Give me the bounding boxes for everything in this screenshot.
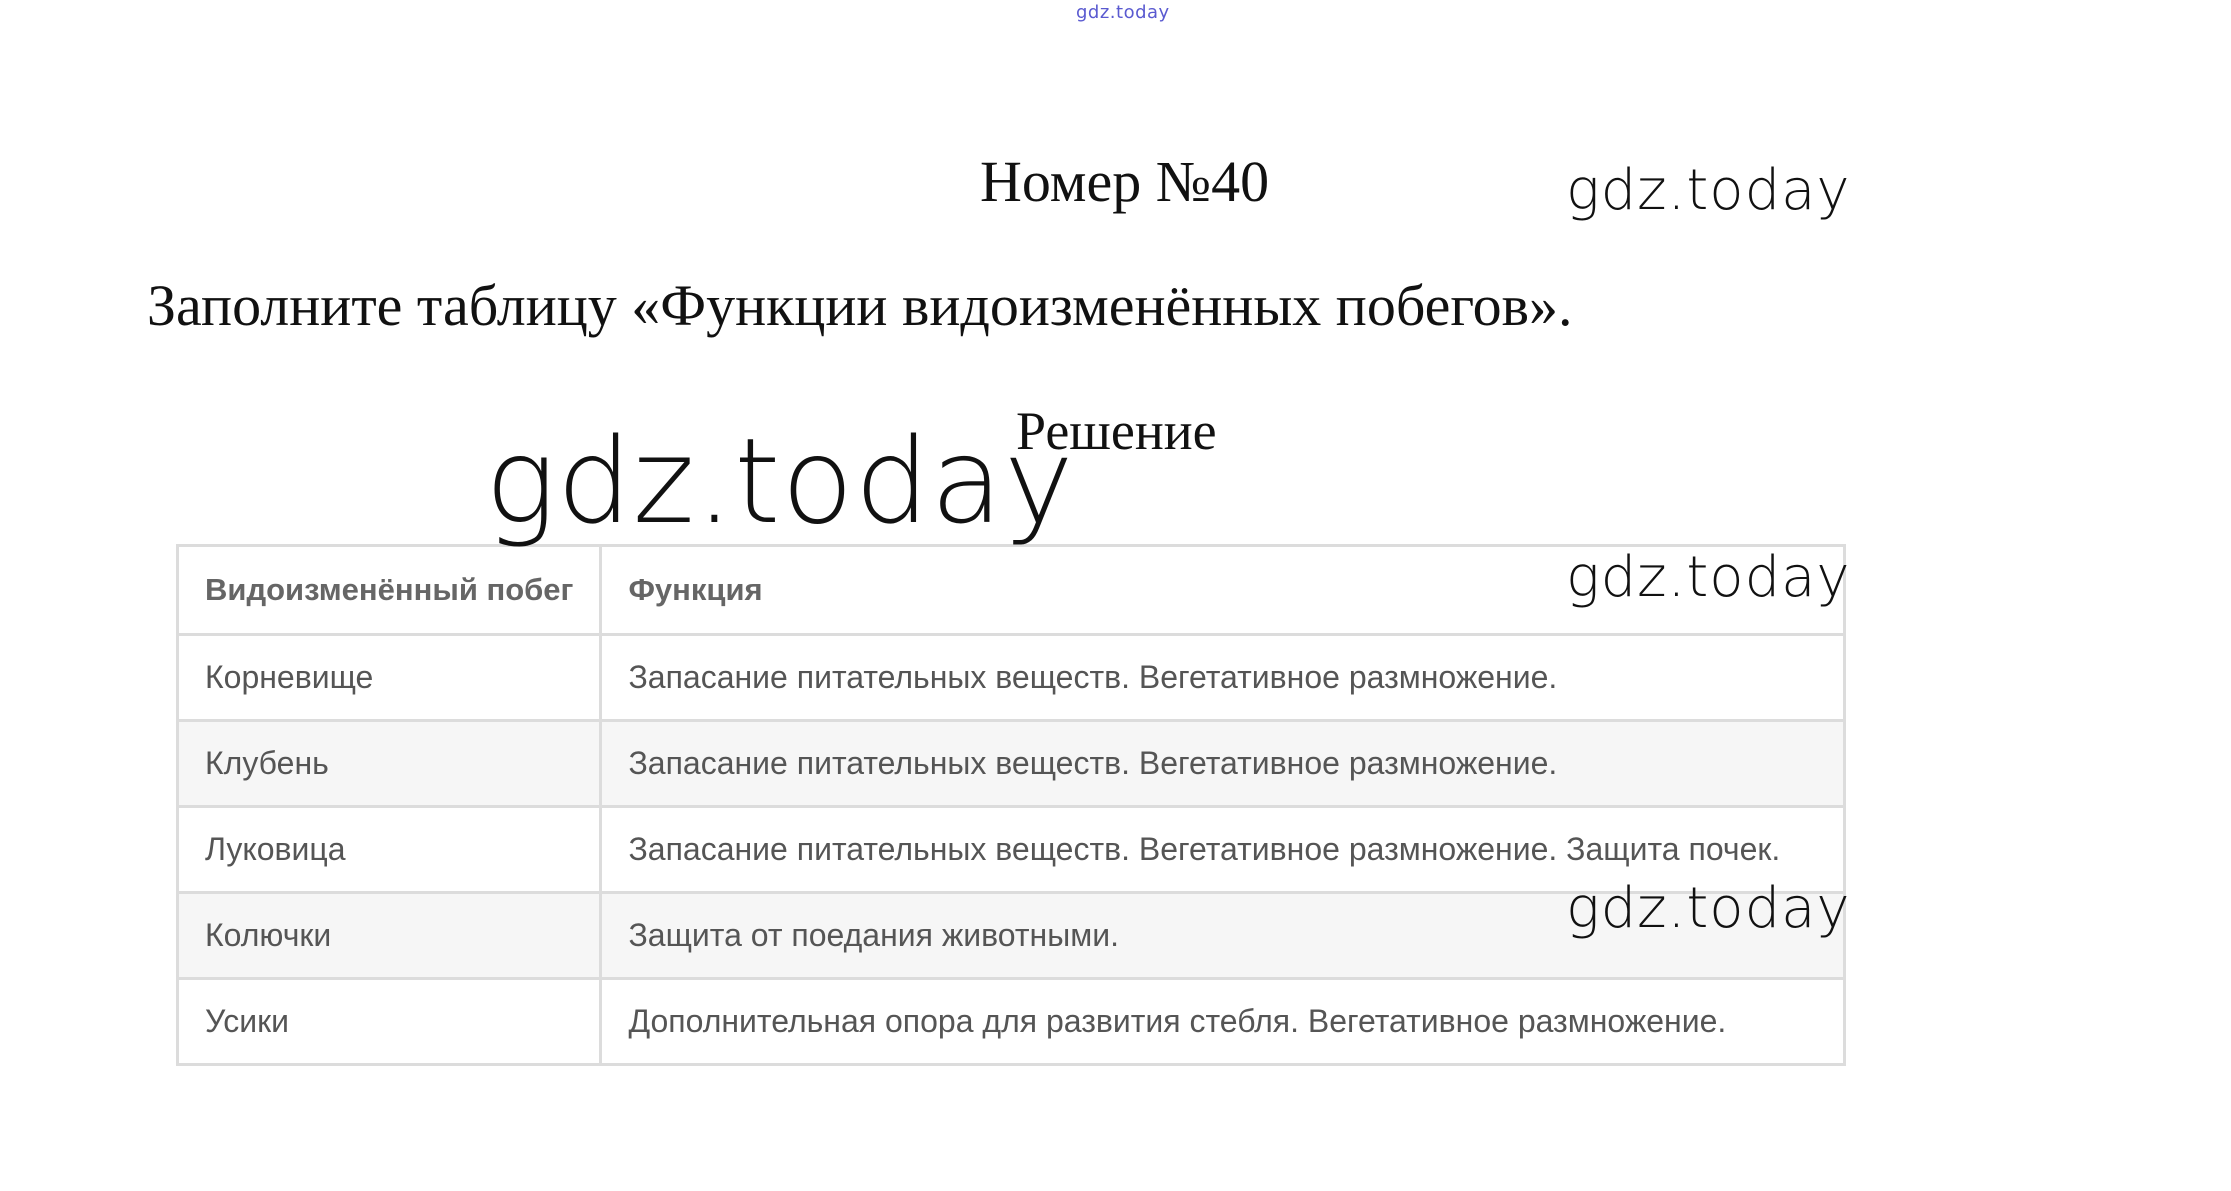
column-header-function: Функция bbox=[601, 546, 1845, 635]
task-text: Заполните таблицу «Функции видоизменённых побегов». bbox=[147, 273, 1573, 338]
function-cell: Защита от поедания животными. bbox=[601, 893, 1845, 979]
watermark-logo: gdz.today bbox=[1566, 158, 1851, 223]
function-cell: Запасание питательных веществ. Вегетативное размножение. Защита почек. bbox=[601, 807, 1845, 893]
function-cell: Запасание питательных веществ. Вегетативное размножение. bbox=[601, 635, 1845, 721]
solution-heading: Решение bbox=[1016, 401, 1217, 461]
watermark-logo: gdz.today bbox=[1566, 876, 1851, 941]
watermark-logo-large: gdz.today bbox=[485, 412, 1075, 550]
page-title: Номер №40 bbox=[980, 149, 1270, 214]
shoot-name-cell: Корневище bbox=[178, 635, 601, 721]
shoot-name-cell: Луковица bbox=[178, 807, 601, 893]
shoot-name-cell: Клубень bbox=[178, 721, 601, 807]
function-cell: Дополнительная опора для развития стебля. Вегетативное размножение. bbox=[601, 979, 1845, 1065]
shoots-functions-table bbox=[176, 544, 1846, 1066]
function-cell: Запасание питательных веществ. Вегетативное размножение. bbox=[601, 721, 1845, 807]
table-row bbox=[178, 979, 1845, 1065]
table-row bbox=[178, 635, 1845, 721]
table-row bbox=[178, 721, 1845, 807]
top-watermark: gdz.today bbox=[1076, 2, 1170, 23]
shoot-name-cell: Усики bbox=[178, 979, 601, 1065]
shoot-name-cell: Колючки bbox=[178, 893, 601, 979]
column-header-shoot: Видоизменённый побег bbox=[178, 546, 601, 635]
watermark-logo: gdz.today bbox=[1566, 545, 1851, 610]
